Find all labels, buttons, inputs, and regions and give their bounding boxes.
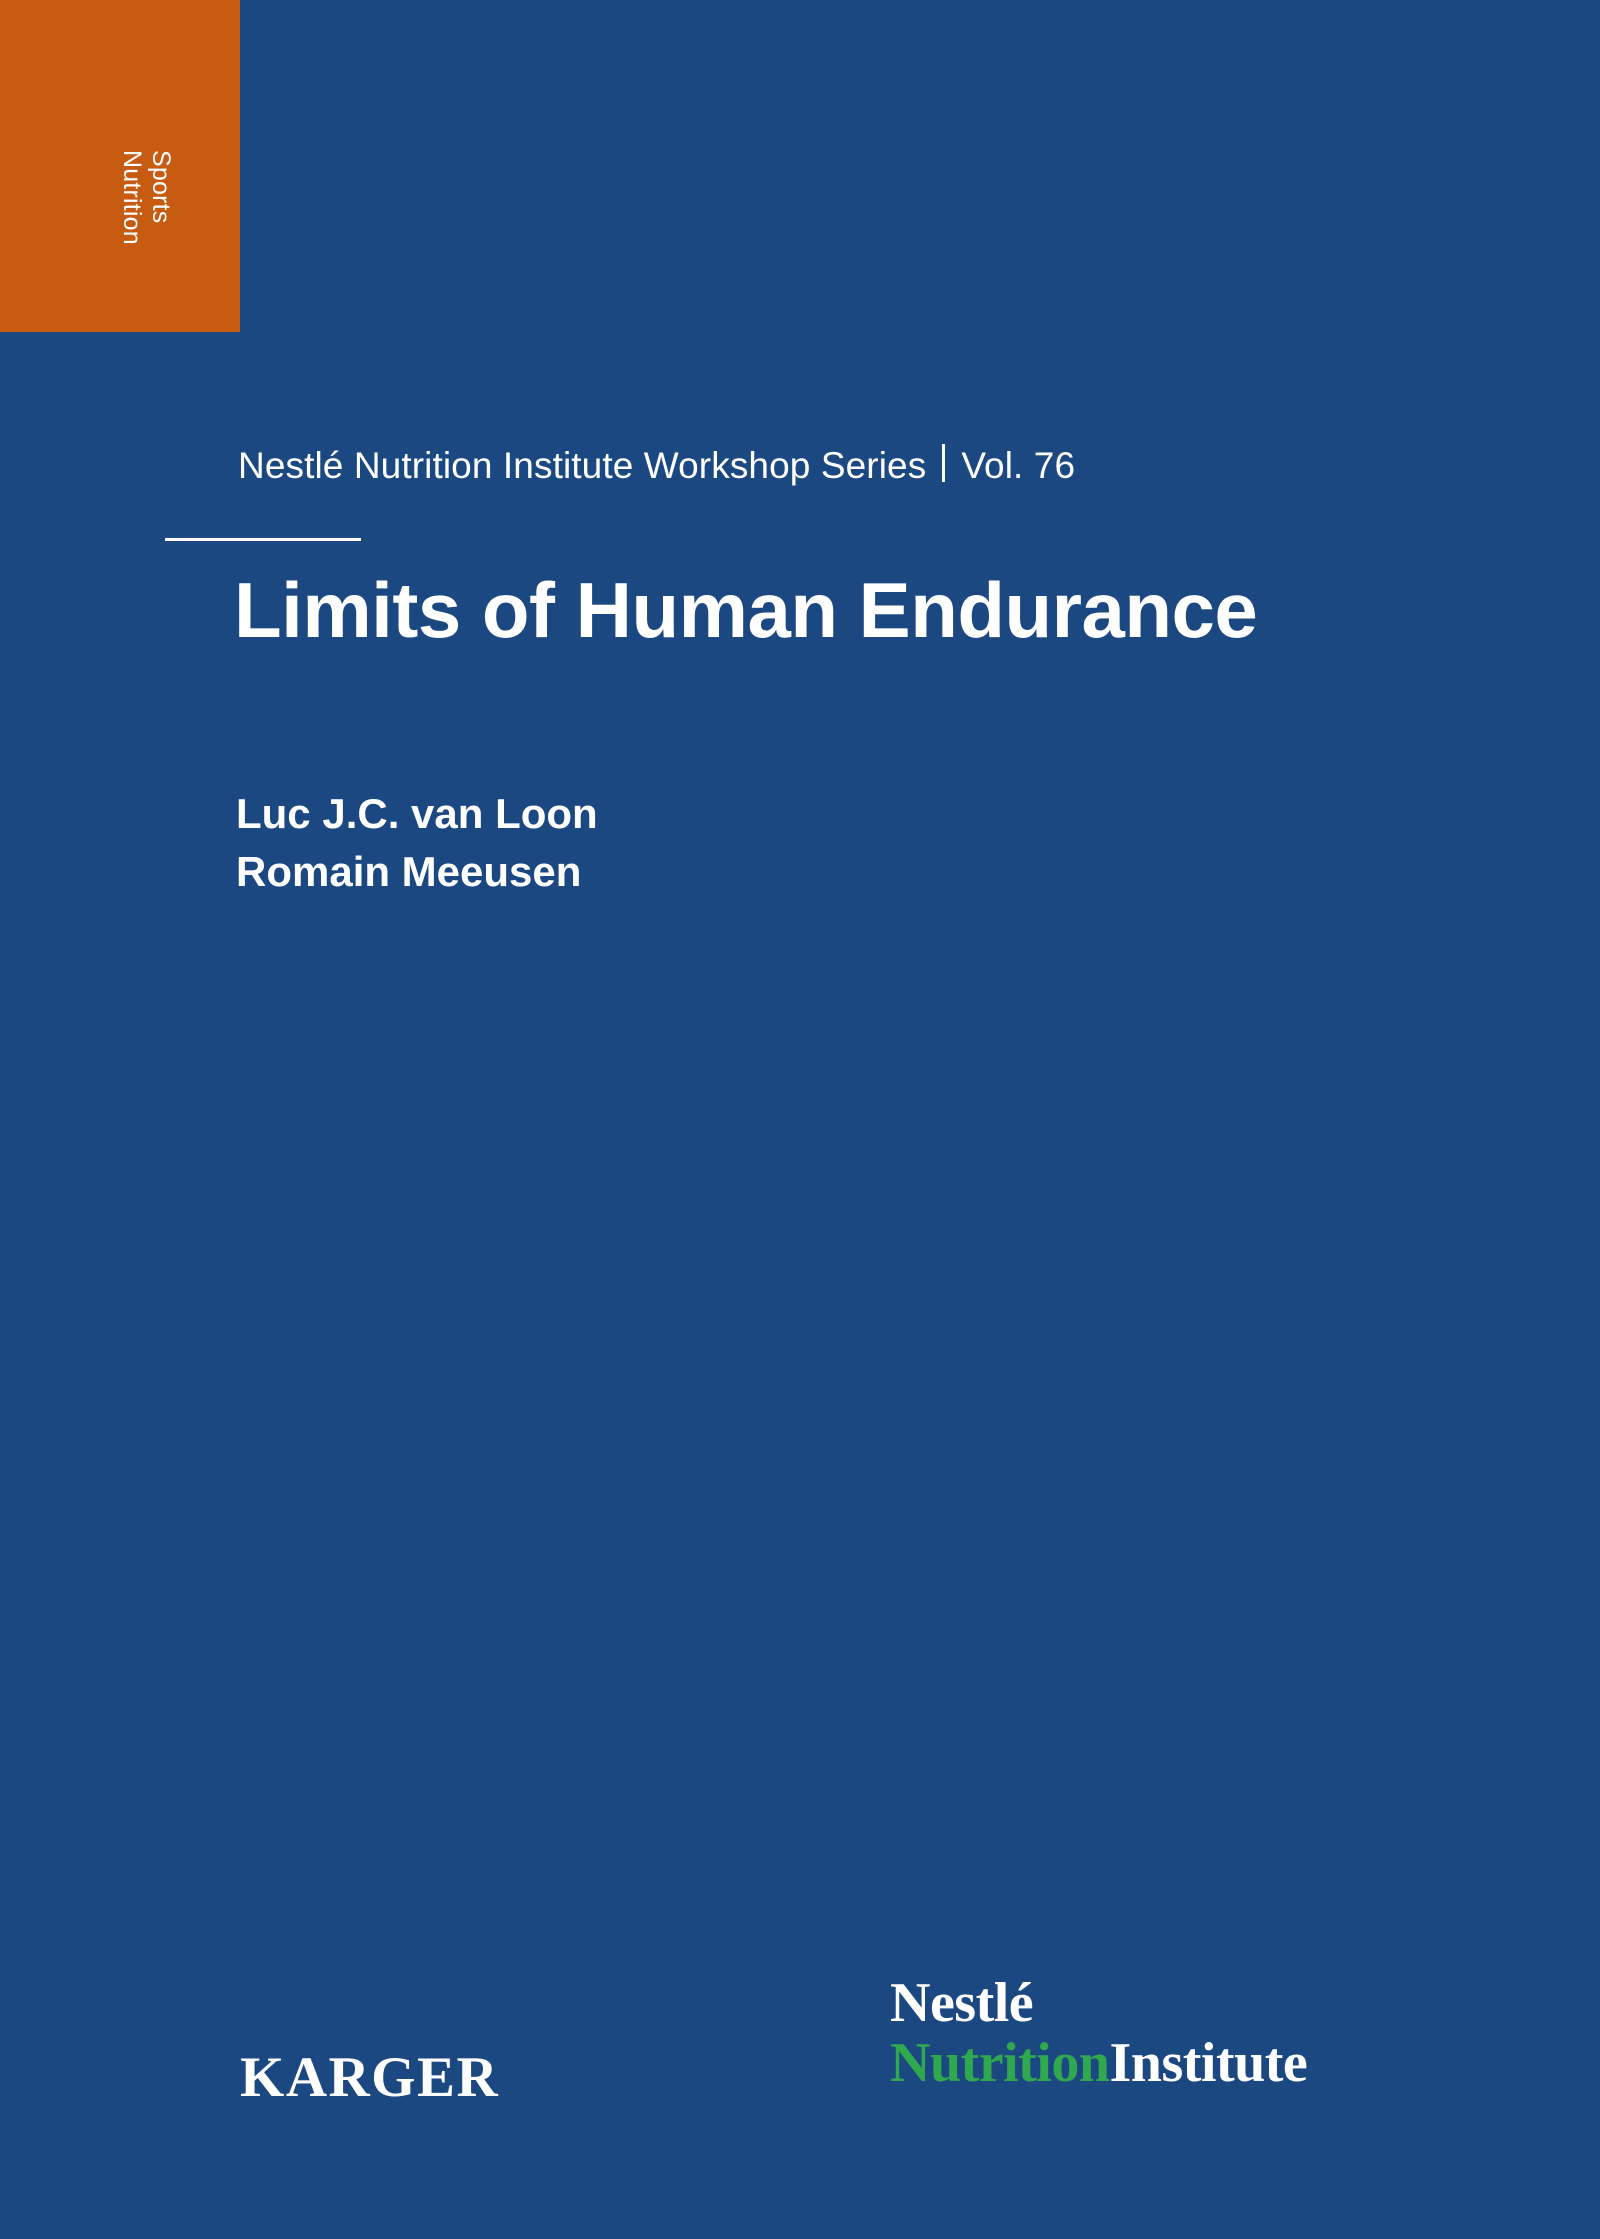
series-line [238, 440, 1075, 487]
corner-tab-label-sports: Sports [147, 150, 175, 224]
series-volume: Vol. 76 [961, 445, 1076, 486]
corner-tab-label-nutrition: Nutrition [118, 150, 146, 245]
corner-tab-labels [0, 0, 240, 332]
logo-word-institute: Institute [1109, 2032, 1308, 2094]
series-name: Nestlé Nutrition Institute Workshop Series [238, 445, 927, 486]
author-list [236, 785, 598, 901]
title-rule [165, 538, 361, 541]
logo-second-line [890, 2032, 1308, 2094]
logo-word-nutrition: Nutrition [890, 2032, 1110, 2094]
publisher-logo-karger: KARGER [240, 2046, 500, 2109]
nestle-nutrition-institute-logo [890, 1972, 1308, 2094]
page-title: Limits of Human Endurance [234, 566, 1258, 654]
author-name: Luc J.C. van Loon [236, 790, 598, 837]
author-name: Romain Meeusen [236, 847, 582, 895]
logo-word-nestle: Nestlé [890, 1972, 1034, 2034]
series-divider [942, 444, 945, 482]
